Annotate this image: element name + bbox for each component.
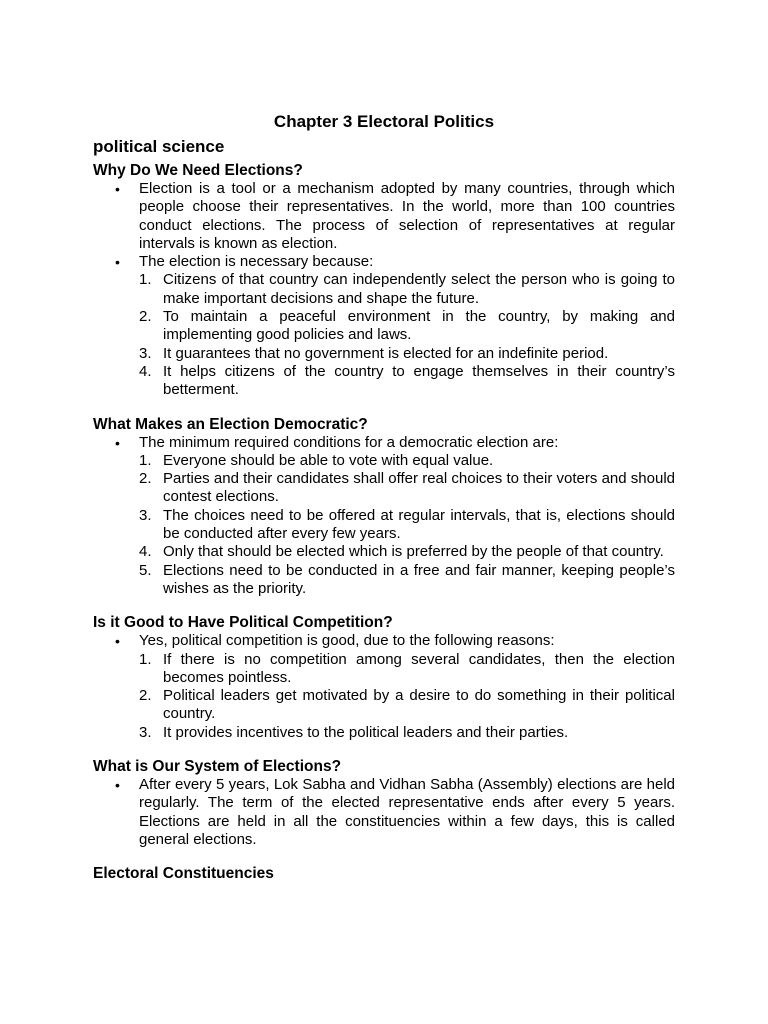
section-heading: Electoral Constituencies bbox=[93, 865, 274, 883]
numbered-item bbox=[93, 507, 675, 544]
section-heading: What is Our System of Elections? bbox=[93, 758, 342, 776]
numbered-item bbox=[93, 271, 675, 308]
item-number: 2. bbox=[139, 687, 152, 705]
item-text: Political leaders get motivated by a desire to do something in their political country. bbox=[163, 687, 675, 723]
bullet-item: • Yes, political competition is good, due to the following reasons: bbox=[93, 632, 675, 650]
numbered-list bbox=[93, 452, 675, 598]
bullet-list bbox=[93, 434, 675, 599]
document-page bbox=[93, 108, 675, 898]
item-number: 4. bbox=[139, 543, 152, 561]
bullet-list bbox=[93, 632, 675, 742]
item-text: Elections need to be conducted in a free and fair manner, keeping people’s wishes as the priority. bbox=[163, 561, 675, 597]
section-heading: Is it Good to Have Political Competition? bbox=[93, 614, 393, 632]
section bbox=[93, 757, 675, 849]
item-number: 2. bbox=[139, 470, 152, 488]
bullet-item: • The minimum required conditions for a democratic election are: bbox=[93, 434, 675, 452]
item-text: Citizens of that country can independently select the person who is going to make important decisions and shape the future. bbox=[163, 271, 675, 307]
section bbox=[93, 415, 675, 599]
numbered-item bbox=[93, 724, 675, 742]
section-heading: What Makes an Election Democratic? bbox=[93, 415, 368, 433]
item-text: If there is no competition among several candidates, then the election becomes pointless. bbox=[163, 650, 675, 686]
item-text: The choices need to be offered at regular intervals, that is, elections should be conducted after every few years. bbox=[163, 506, 675, 543]
section bbox=[93, 161, 675, 400]
item-number: 3. bbox=[139, 506, 152, 524]
numbered-list bbox=[93, 651, 675, 742]
item-number: 2. bbox=[139, 308, 152, 326]
item-text: It guarantees that no government is elected for an indefinite period. bbox=[163, 344, 609, 362]
numbered-item bbox=[93, 345, 675, 363]
item-number: 1. bbox=[139, 271, 152, 289]
numbered-item bbox=[93, 687, 675, 724]
numbered-item bbox=[93, 543, 675, 561]
item-number: 4. bbox=[139, 362, 152, 380]
numbered-item bbox=[93, 470, 675, 507]
item-number: 1. bbox=[139, 650, 152, 668]
item-text: It helps citizens of the country to engage themselves in their country’s betterment. bbox=[163, 362, 675, 399]
item-text: Everyone should be able to vote with equal value. bbox=[163, 451, 494, 469]
bullet-item: • The election is necessary because: bbox=[93, 253, 675, 271]
item-number: 3. bbox=[139, 723, 152, 741]
item-text: Only that should be elected which is preferred by the people of that country. bbox=[163, 543, 664, 561]
numbered-item bbox=[93, 562, 675, 599]
item-number: 3. bbox=[139, 344, 152, 362]
item-number: 5. bbox=[139, 561, 152, 579]
section bbox=[93, 613, 675, 742]
numbered-item bbox=[93, 363, 675, 400]
bullet-item: • Election is a tool or a mechanism adopted by many countries, through which people choose their representatives. In the world, more than 100 countries conduct elections. The process of selection of representatives at regular intervals is known as election. bbox=[93, 180, 675, 253]
item-text: Parties and their candidates shall offer real choices to their voters and should contest elections. bbox=[163, 470, 675, 506]
item-number: 1. bbox=[139, 451, 152, 469]
item-text: To maintain a peaceful environment in the country, by making and implementing good policies and laws. bbox=[163, 308, 675, 344]
numbered-item bbox=[93, 651, 675, 688]
subject-label: political science bbox=[93, 137, 225, 156]
numbered-item bbox=[93, 452, 675, 470]
numbered-list bbox=[93, 271, 675, 399]
numbered-item bbox=[93, 308, 675, 345]
bullet-list bbox=[93, 180, 675, 400]
section bbox=[93, 864, 675, 883]
item-text: It provides incentives to the political leaders and their parties. bbox=[163, 723, 569, 741]
document-title: Chapter 3 Electoral Politics bbox=[273, 112, 495, 131]
bullet-item: • After every 5 years, Lok Sabha and Vidhan Sabha (Assembly) elections are held regularly. The term of the elected representative ends after every 5 years. Elections are held in all the constituencies within a few days, this is called general elections. bbox=[93, 776, 675, 849]
section-heading: Why Do We Need Elections? bbox=[93, 162, 303, 179]
sections-container bbox=[93, 161, 675, 883]
bullet-list bbox=[93, 776, 675, 849]
